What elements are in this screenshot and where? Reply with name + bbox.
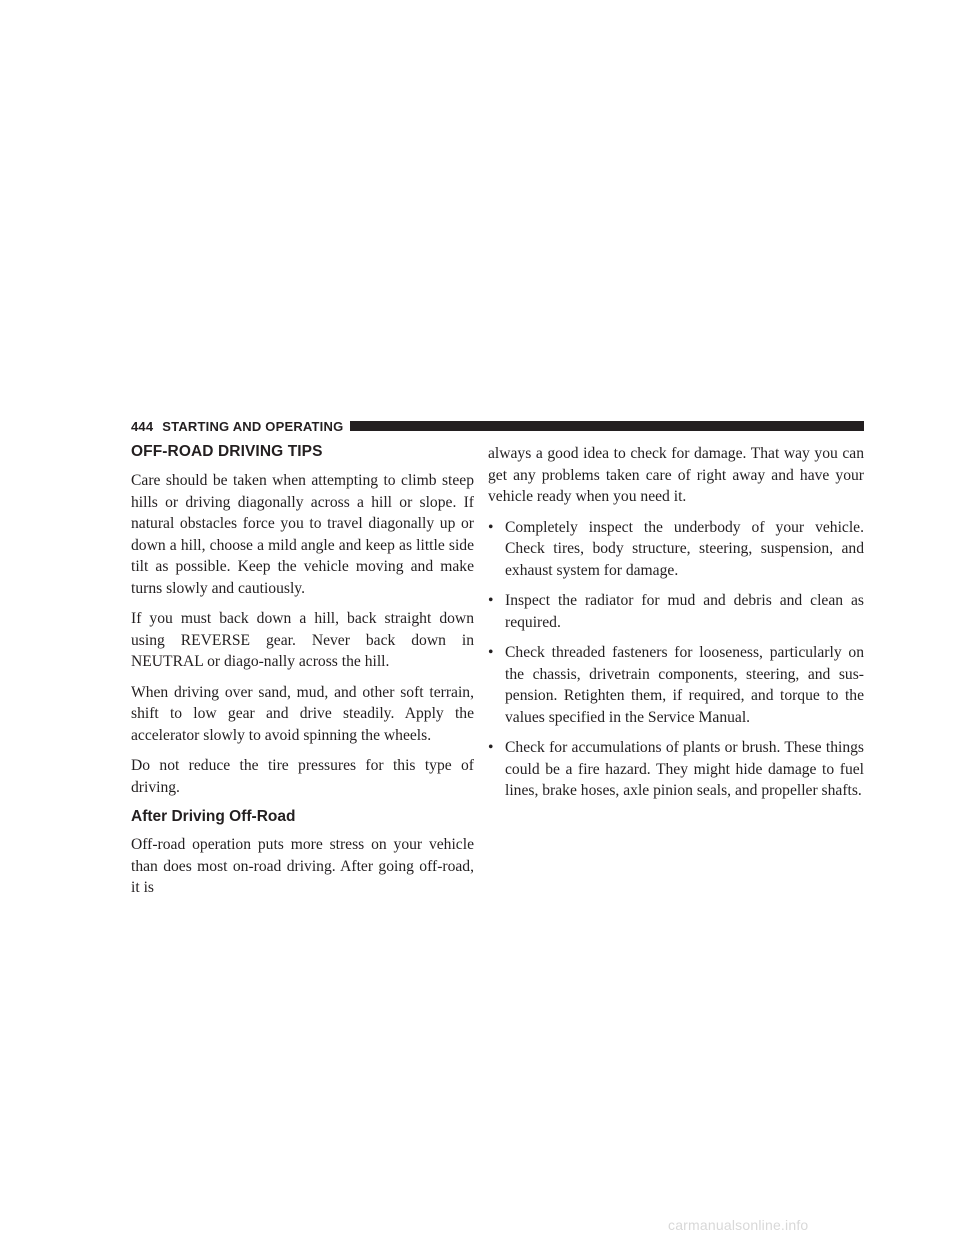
- paragraph: When driving over sand, mud, and other soft terrain, shift to low gear and drive steadily. Apply the accelerator slowly to avoid spinning the wheels.: [131, 683, 474, 744]
- bullet-icon: •: [488, 592, 494, 609]
- page-header: [131, 418, 864, 434]
- chapter-title: STARTING AND OPERATING: [162, 418, 344, 434]
- paragraph: Care should be taken when attempting to climb steep hills or driving diagonally across a hill or slope. If natural obstacles force you to travel diagonally up or down a hill, choose a mild angle and keep as little side tilt as possible. Keep the vehicle moving and make turns slowly and cautiously.: [131, 472, 474, 597]
- list-item-text: Completely inspect the underbody of your vehicle. Check tires, body structure, steering, suspension, and exhaust system for damage.: [505, 518, 864, 579]
- paragraph: always a good idea to check for damage. That way you can get any problems taken care of right away and have your vehicle ready when you need it.: [488, 445, 864, 505]
- list-item: [488, 642, 864, 728]
- paragraph: If you must back down a hill, back straight down using REVERSE gear. Never back down in NEUTRAL or diago-nally across the hill.: [131, 610, 474, 670]
- left-column: [131, 442, 474, 908]
- list-item-text: Check threaded fasteners for looseness, particularly on the chassis, drivetrain components, steering, and sus-pension. Retighten them, if required, and torque to the values specified in the Service Manual.: [505, 644, 864, 726]
- list-item-text: Inspect the radiator for mud and debris and clean as required.: [505, 592, 864, 631]
- watermark: carmanualsonline.info: [668, 1217, 809, 1233]
- subsection-title: After Driving Off-Road: [131, 808, 296, 825]
- paragraph: Off-road operation puts more stress on your vehicle than does most on-road driving. After going off-road, it is: [131, 836, 474, 896]
- list-item: [488, 737, 864, 802]
- bullet-icon: •: [488, 739, 494, 756]
- page-number: 444: [131, 418, 154, 434]
- bullet-list: [488, 517, 864, 802]
- bullet-icon: •: [488, 644, 494, 661]
- header-rule: [350, 421, 864, 431]
- right-column: [488, 443, 864, 811]
- paragraph: Do not reduce the tire pressures for this type of driving.: [131, 757, 474, 796]
- bullet-icon: •: [488, 518, 494, 536]
- list-item: [488, 517, 864, 582]
- list-item: [488, 590, 864, 633]
- list-item-text: Check for accumulations of plants or brush. These things could be a fire hazard. They might hide damage to fuel lines, brake hoses, axle pinion seals, and propeller shafts.: [505, 739, 864, 799]
- section-title: OFF-ROAD DRIVING TIPS: [131, 443, 323, 460]
